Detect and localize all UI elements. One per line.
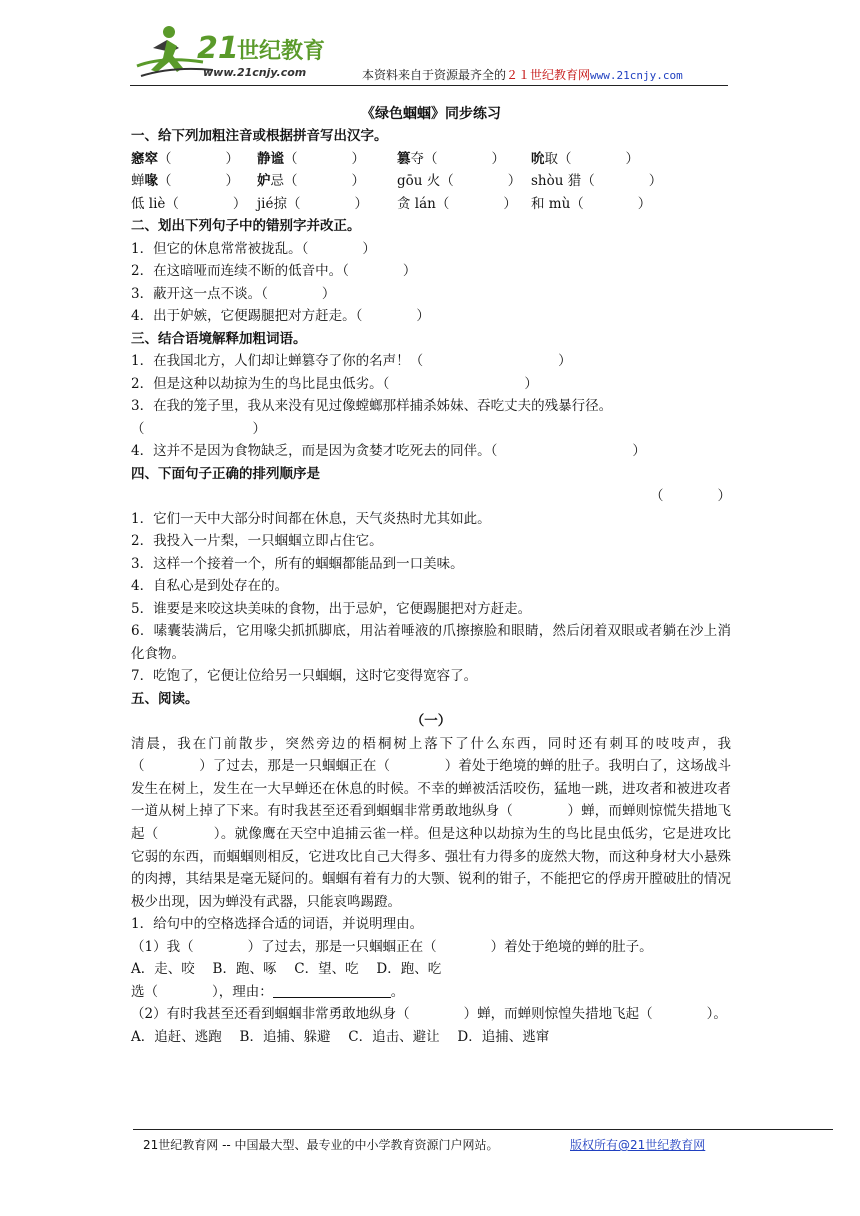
reading-subheading: （一） — [410, 713, 452, 730]
question-1-1-answer: 选（ ），理由： 。 — [131, 983, 405, 1000]
s1-row-1: 窸窣（ ） 静谧（ ） 篡夺（ ） 吮取（ ） — [131, 150, 639, 167]
list-item: 1．在我国北方，人们却让蝉篡夺了你的名声！（ ） — [131, 353, 572, 369]
list-item: 4．这并不是因为食物缺乏，而是因为贪婪才吃死去的同伴。（ ） — [131, 443, 646, 459]
question-1: 1．给句中的空格选择合适的词语，并说明理由。 — [131, 916, 424, 933]
logo-url-text: www.21cnjy.com — [203, 66, 307, 79]
footer-text: 21世纪教育网 -- 中国最大型、最专业的中小学教育资源门户网站。 — [143, 1138, 499, 1152]
source-brand: ２１世纪教育网 — [506, 68, 591, 82]
site-logo — [133, 22, 343, 84]
list-item: 2．我投入一片梨，一只蝈蝈立即占住它。 — [131, 533, 383, 549]
source-prefix: 本资料来自于资源最齐全的 — [362, 68, 507, 82]
section-2-heading: 二、划出下列句子中的错别字并改正。 — [131, 218, 361, 234]
header-rule — [130, 85, 728, 86]
list-item: 3．这样一个接着一个，所有的蝈蝈都能品到一口美味。 — [131, 555, 464, 572]
list-item: 2．在这暗哑而连续不断的低音中。（ ） — [131, 263, 417, 279]
list-item: 3．在我的笼子里，我从来没有见过像螳螂那样捕杀姊妹、吞吃丈夫的残暴行径。 — [131, 398, 613, 414]
question-1-1-options: A．走、咬 B．跑、啄 C．望、吃 D．跑、吃 — [131, 961, 442, 978]
page-footer — [143, 1136, 706, 1153]
question-1-2-options: A．追赶、逃跑 B．追捕、躲避 C．追击、避让 D．追捕、逃窜 — [131, 1029, 550, 1046]
footer-rule — [133, 1129, 833, 1130]
choose-label: 选（ ），理由： — [131, 983, 273, 1000]
list-item: 4．自私心是到处存在的。 — [131, 578, 289, 594]
list-item: 6．嗉囊装满后，它用喙尖抓抓脚底，用沾着唾液的爪擦擦脸和眼睛，然后闭着双眼或者躺在沙上消化食物。 — [131, 623, 731, 662]
section-5-heading: 五、阅读。 — [131, 690, 199, 707]
section-4-heading: 四、下面句子正确的排列顺序是 — [131, 465, 320, 482]
source-note — [362, 66, 683, 83]
reason-underline — [273, 983, 391, 998]
list-item: 2．但是这种以劫掠为生的鸟比昆虫低劣。（ ） — [131, 375, 538, 392]
section-1-heading: 一、给下列加粗注音或根据拼音写出汉字。 — [131, 128, 388, 144]
list-item: 3．蔽开这一点不谈。（ ） — [131, 285, 336, 302]
worksheet-body — [131, 103, 731, 1049]
list-item: 1．它们一天中大部分时间都在休息，天气炎热时尤其如此。 — [131, 510, 491, 527]
list-item: （ ） — [131, 420, 266, 437]
svg-text:世纪教育: 世纪教育 — [237, 39, 326, 64]
source-url-link[interactable]: www.21cnjy.com — [590, 69, 683, 82]
svg-text:21: 21 — [197, 31, 239, 66]
page-header — [0, 0, 860, 95]
list-item: 4．出于妒嫉，它便踢腿把对方赶走。（ ） — [131, 308, 430, 324]
list-item: 5．谁要是来咬这块美味的食物，出于忌妒，它便踢腿把对方赶走。 — [131, 600, 532, 617]
list-item: 7．吃饱了，它便让位给另一只蝈蝈，这时它变得宽容了。 — [131, 668, 478, 685]
question-1-1: （1）我（ ）了过去，那是一只蝈蝈正在（ ）着处于绝境的蝉的肚子。 — [131, 938, 653, 955]
s1-row-2: 蝉喙（ ） 妒忌（ ） gōu 火（ ） shòu 猎（ ） — [131, 173, 663, 189]
page-title: 《绿色蝈蝈》同步练习 — [361, 106, 501, 122]
question-1-2: （2）有时我甚至还看到蝈蝈非常勇敢地纵身（ ）蝉，而蝉则惊惶失措地飞起（ ）。 — [131, 1006, 727, 1023]
reading-passage: 清晨，我在门前散步，突然旁边的梧桐树上落下了什么东西，同时还有刺耳的吱吱声，我（ ）了过去，那是一只蝈蝈正在（ ）着处于绝境的蝉的肚子。我明白了，这场战斗发生在树上，发生在一大早蝉还在休息的时候。不幸的蝉被活活咬伤，猛地一跳，进攻者和被进攻者一道从树上掉了下来。有时我甚至还看到蝈蝈非常勇敢地纵身（ ）蝉，而蝉则惊慌失措地飞起（ ）。就像鹰在天空中追捕云雀一样。但是这种以劫掠为生的鸟比昆虫低劣，它是进攻比它弱的东西，而蝈蝈则相反，它进攻比自己大得多、强壮有力得多的庞然大物，而这种身材大小悬殊的肉搏，其结果是毫无疑问的。蝈蝈有着有力的大颚、锐利的钳子，不能把它的俘虏开膛破肚的情况极少出现，因为蝉没有武器，只能哀鸣踢蹬。 — [131, 735, 731, 910]
section-3-heading: 三、结合语境解释加粗词语。 — [131, 330, 307, 347]
list-item: 1．但它的休息常常被拢乱。（ ） — [131, 240, 376, 257]
copyright-link[interactable]: 版权所有@21世纪教育网 — [570, 1138, 706, 1152]
s1-row-3: 低 liè（ ） jié掠（ ） 贪 lán（ ） 和 mù（ ） — [131, 195, 652, 212]
order-answer-blank: （ ） — [650, 488, 731, 504]
